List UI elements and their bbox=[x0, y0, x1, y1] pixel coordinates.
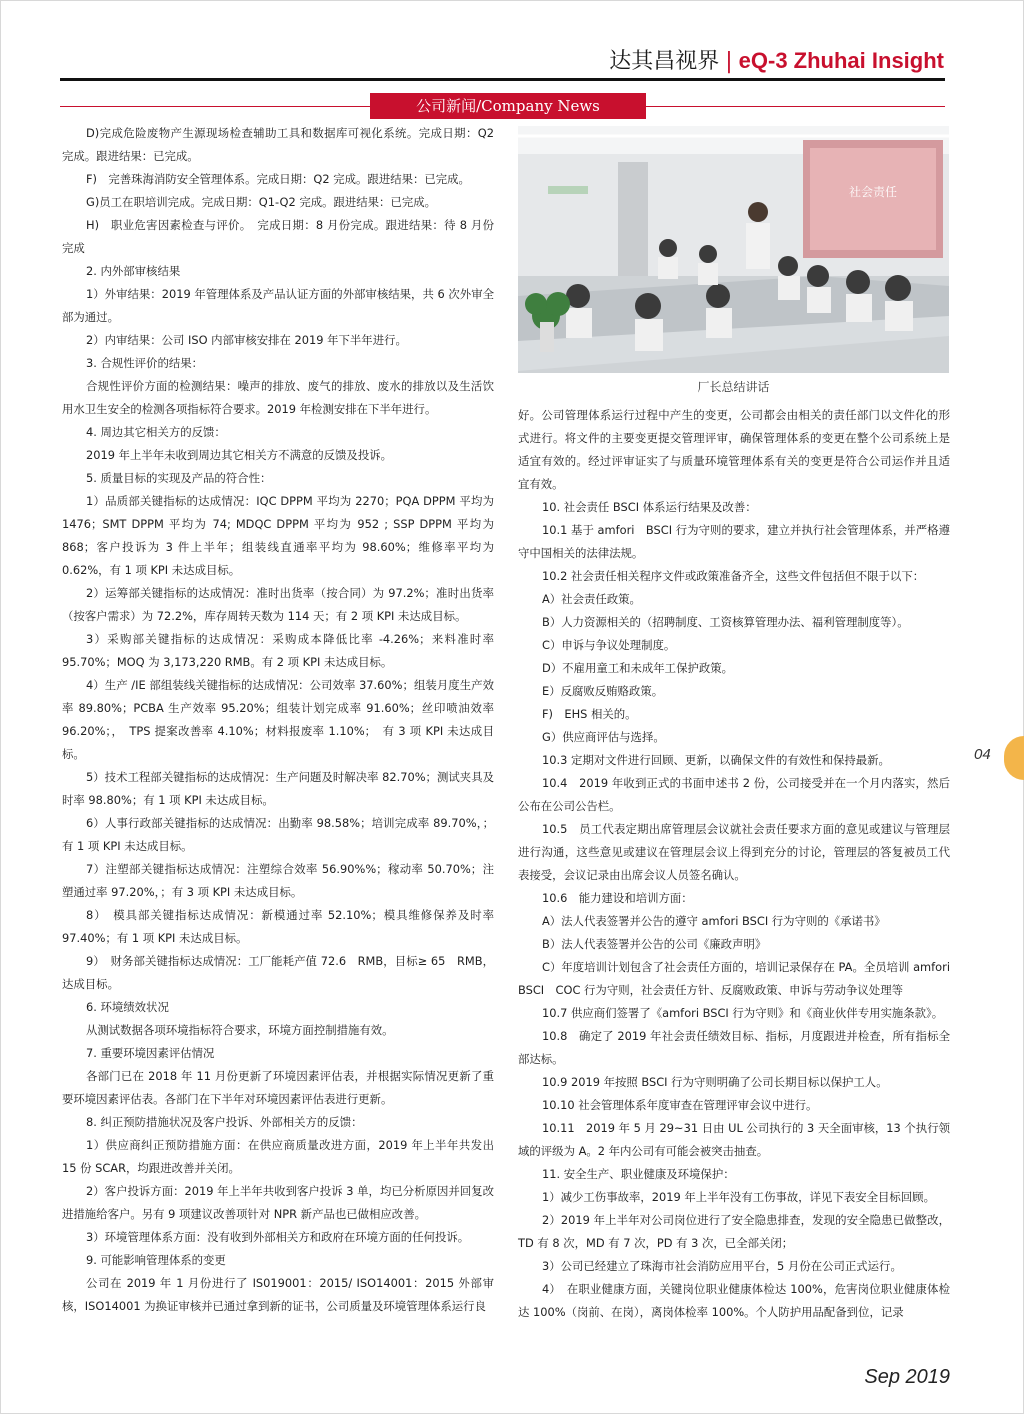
paragraph: 从测试数据各项环境指标符合要求，环境方面控制措施有效。 bbox=[86, 1023, 394, 1037]
paragraph: F) 完善珠海消防安全管理体系。完成日期：Q2 完成。跟进结果：已完成。 bbox=[86, 172, 470, 186]
left-column bbox=[62, 122, 494, 1318]
footer-date: Sep 2019 bbox=[864, 1366, 950, 1388]
paragraph: 10.2 社会责任相关程序文件或政策准备齐全，这些文件包括但不限于以下： bbox=[542, 569, 925, 583]
paragraph: 10.3 定期对文件进行回顾、更新，以确保文件的有效性和保持最新。 bbox=[542, 753, 890, 767]
paragraph: 10. 社会责任 BSCI 体系运行结果及改善： bbox=[542, 500, 757, 514]
paragraph: 2）客户投诉方面：2019 年上半年共收到客户投诉 3 单，均已分析原因并回复改进措施给客户。另有 9 项建议改善项针对 NPR 新产品也已做相应改善。 bbox=[62, 1184, 494, 1221]
paragraph: 11. 安全生产、职业健康及环境保护： bbox=[542, 1167, 735, 1181]
paragraph: C）申诉与争议处理制度。 bbox=[542, 638, 676, 652]
paragraph: 3）公司已经建立了珠海市社会消防应用平台，5 月份在公司正式运行。 bbox=[542, 1259, 902, 1273]
paragraph: 9. 可能影响管理体系的变更 bbox=[86, 1253, 226, 1267]
paragraph: 2）2019 年上半年对公司岗位进行了安全隐患排查，发现的安全隐患已做整改，TD 有 8 次，MD 有 7 次，PD 有 3 次，已全部关闭； bbox=[518, 1213, 950, 1250]
paragraph: 10.9 2019 年按照 BSCI 行为守则明确了公司长期目标以保护工人。 bbox=[542, 1075, 888, 1089]
paragraph: 10.10 社会管理体系年度审查在管理评审会议中进行。 bbox=[542, 1098, 818, 1112]
paragraph: B）人力资源相关的（招聘制度、工资核算管理办法、福利管理制度等）。 bbox=[542, 615, 909, 629]
paragraph: B）法人代表签署并公告的公司《廉政声明》 bbox=[542, 937, 767, 951]
paragraph: 6. 环境绩效状况 bbox=[86, 1000, 169, 1014]
paragraph: 3）采购部关键指标的达成情况：采购成本降低比率 -4.26%；来料准时率 95.70%；MOQ 为 3,173,220 RMB。有 2 项 KPI 未达成目标。 bbox=[62, 632, 494, 669]
brand-en: eQ-3 Zhuhai Insight bbox=[738, 48, 944, 73]
paragraph: 好。公司管理体系运行过程中产生的变更，公司都会由相关的责任部门以文件化的形式进行。将文件的主要变更提交管理评审，确保管理体系的变更在整个公司系统上是适宜有效的。经过评审证实了与质量环境管理体系有关的变更是符合公司运作并且适宜有效。 bbox=[518, 408, 950, 491]
paragraph: 3）环境管理体系方面：没有收到外部相关方和政府在环境方面的任何投诉。 bbox=[86, 1230, 470, 1244]
paragraph: 10.8 确定了 2019 年社会责任绩效目标、指标，月度跟进并检查，所有指标全部达标。 bbox=[518, 1029, 950, 1066]
photo-caption: 厂长总结讲话 bbox=[697, 380, 770, 394]
paragraph: 1）供应商纠正预防措施方面：在供应商质量改进方面，2019 年上半年共发出 15 份 SCAR，均跟进改善并关闭。 bbox=[62, 1138, 494, 1175]
paragraph: C）年度培训计划包含了社会责任方面的，培训记录保存在 PA。全员培训 amfori BSCI COC 行为守则，社会责任方针、反腐败政策、申诉与劳动争议处理等 bbox=[518, 960, 962, 997]
paragraph: 5）技术工程部关键指标的达成情况：生产问题及时解决率 82.70%；测试夹具及时率 98.80%；有 1 项 KPI 未达成目标。 bbox=[62, 770, 494, 807]
paragraph: 合规性评价方面的检测结果：噪声的排放、废气的排放、废水的排放以及生活饮用水卫生安全的检测各项指标符合要求。2019 年检测安排在下半年进行。 bbox=[62, 379, 494, 416]
paragraph: 3. 合规性评价的结果： bbox=[86, 356, 204, 370]
page-number: 04 bbox=[974, 746, 991, 763]
meeting-photo-illustration bbox=[518, 126, 949, 373]
paragraph: 公司在 2019 年 1 月份进行了 IS019001：2015/ ISO14001：2015 外部审核，ISO14001 为换证审核并已通过拿到新的证书，公司质量及环境管理体系运行良 bbox=[62, 1276, 494, 1313]
paragraph: 9） 财务部关键指标达成情况：工厂能耗产值 72.6 RMB，目标≥ 65 RMB，达成目标。 bbox=[62, 954, 494, 991]
masthead bbox=[609, 44, 944, 75]
header-rule bbox=[60, 78, 945, 81]
paragraph: 10.5 员工代表定期出席管理层会议就社会责任要求方面的意见或建议与管理层进行沟通，这些意见或建议在管理层会议上得到充分的讨论，管理层的答复被员工代表接受，会议记录由出席会议人员签名确认。 bbox=[518, 822, 950, 882]
screen-text: 社会责任 bbox=[848, 185, 898, 199]
paragraph: 10.7 供应商们签署了《amfori BSCI 行为守则》和《商业伙伴专用实施条款》。 bbox=[542, 1006, 944, 1020]
paragraph: 10.11 2019 年 5 月 29~31 日由 UL 公司执行的 3 天全面审核，13 个执行领域的评级为 A。2 年内公司有可能会被突击抽查。 bbox=[518, 1121, 950, 1158]
paragraph: 10.6 能力建设和培训方面： bbox=[542, 891, 693, 905]
paragraph: 4） 在职业健康方面，关键岗位职业健康体检达 100%，危害岗位职业健康体检达 100%（岗前、在岗），离岗体检率 100%。个人防护用品配备到位，记录 bbox=[518, 1282, 950, 1319]
paragraph: E）反腐败反贿赂政策。 bbox=[542, 684, 664, 698]
paragraph: F) EHS 相关的。 bbox=[542, 707, 637, 721]
paragraph: 4. 周边其它相关方的反馈： bbox=[86, 425, 226, 439]
paragraph: 8） 模具部关键指标达成情况：新模通过率 52.10%；模具维修保养及时率 97.40%；有 1 项 KPI 未达成目标。 bbox=[62, 908, 494, 945]
paragraph: D）不雇用童工和未成年工保护政策。 bbox=[542, 661, 734, 675]
paragraph: D)完成危险废物产生源现场检查辅助工具和数据库可视化系统。完成日期：Q2 完成。跟进结果：已完成。 bbox=[62, 126, 494, 163]
paragraph: 2）内审结果：公司 ISO 内部审核安排在 2019 年下半年进行。 bbox=[86, 333, 407, 347]
right-column bbox=[518, 404, 962, 1324]
paragraph: 2019 年上半年未收到周边其它相关方不满意的反馈及投诉。 bbox=[86, 448, 392, 462]
paragraph: 7）注塑部关键指标达成情况：注塑综合效率 56.90%%；稼动率 50.70%；注塑通过率 97.20%，；有 3 项 KPI 未达成目标。 bbox=[62, 862, 494, 899]
paragraph: 7. 重要环境因素评估情况 bbox=[86, 1046, 215, 1060]
paragraph: G）供应商评估与选择。 bbox=[542, 730, 665, 744]
paragraph: 1）减少工伤事故率，2019 年上半年没有工伤事故，详见下表安全目标回顾。 bbox=[542, 1190, 935, 1204]
paragraph: 10.4 2019 年收到正式的书面申述书 2 份，公司接受并在一个月内落实，然后公布在公司公告栏。 bbox=[518, 776, 950, 813]
brand-cn: 达其昌视界 bbox=[609, 49, 720, 74]
paragraph: 8. 纠正预防措施状况及客户投诉、外部相关方的反馈： bbox=[86, 1115, 363, 1129]
paragraph: 2）运筹部关键指标的达成情况：准时出货率（按合同）为 97.2%；准时出货率（按客户需求）为 72.2%，库存周转天数为 114 天；有 2 项 KPI 未达成目标。 bbox=[62, 586, 494, 623]
section-tag: 公司新闻/Company News bbox=[370, 93, 646, 119]
paragraph: 2. 内外部审核结果 bbox=[86, 264, 181, 278]
paragraph: 6）人事行政部关键指标的达成情况：出勤率 98.58%；培训完成率 89.70%，；有 1 项 KPI 未达成目标。 bbox=[62, 816, 494, 853]
paragraph: A）社会责任政策。 bbox=[542, 592, 641, 606]
paragraph: 10.1 基于 amfori BSCI 行为守则的要求，建立并执行社会管理体系，并严格遵守中国相关的法律法规。 bbox=[518, 523, 950, 560]
paragraph: 1）品质部关键指标的达成情况：IQC DPPM 平均为 2270；PQA DPPM 平均为 1476；SMT DPPM 平均为 74; MDQC DPPM 平均为 952 ; SSP DPPM 平均为 868；客户投诉为 3 件上半年；组装线直通率平均为 98.60%；维修率平均为 0.62%，有 1 项 KPI 未达成目标。 bbox=[62, 494, 494, 577]
brand-separator: | bbox=[725, 49, 733, 74]
paragraph: 1）外审结果：2019 年管理体系及产品认证方面的外部审核结果，共 6 次外审全部为通过。 bbox=[62, 287, 494, 324]
paragraph: 5. 质量目标的实现及产品的符合性： bbox=[86, 471, 272, 485]
paragraph: H) 职业危害因素检查与评价。 完成日期：8 月份完成。跟进结果：待 8 月份完成 bbox=[62, 218, 494, 255]
meeting-photo bbox=[518, 126, 949, 373]
paragraph: 各部门已在 2018 年 11 月份更新了环境因素评估表，并根据实际情况更新了重要环境因素评估表。各部门在下半年对环境因素评估表进行更新。 bbox=[62, 1069, 494, 1106]
paragraph: 4）生产 /IE 部组装线关键指标的达成情况：公司效率 37.60%；组装月度生产效率 89.80%；PCBA 生产效率 95.20%；组装计划完成率 91.60%；丝印喷油效率 96.20%；， TPS 提案改善率 4.10%；材料报废率 1.10%； 有 3 项 KPI 未达成目标。 bbox=[62, 678, 494, 761]
paragraph: A）法人代表签署并公告的遵守 amfori BSCI 行为守则的《承诺书》 bbox=[542, 914, 886, 928]
paragraph: G)员工在职培训完成。完成日期：Q1-Q2 完成。跟进结果：已完成。 bbox=[86, 195, 437, 209]
